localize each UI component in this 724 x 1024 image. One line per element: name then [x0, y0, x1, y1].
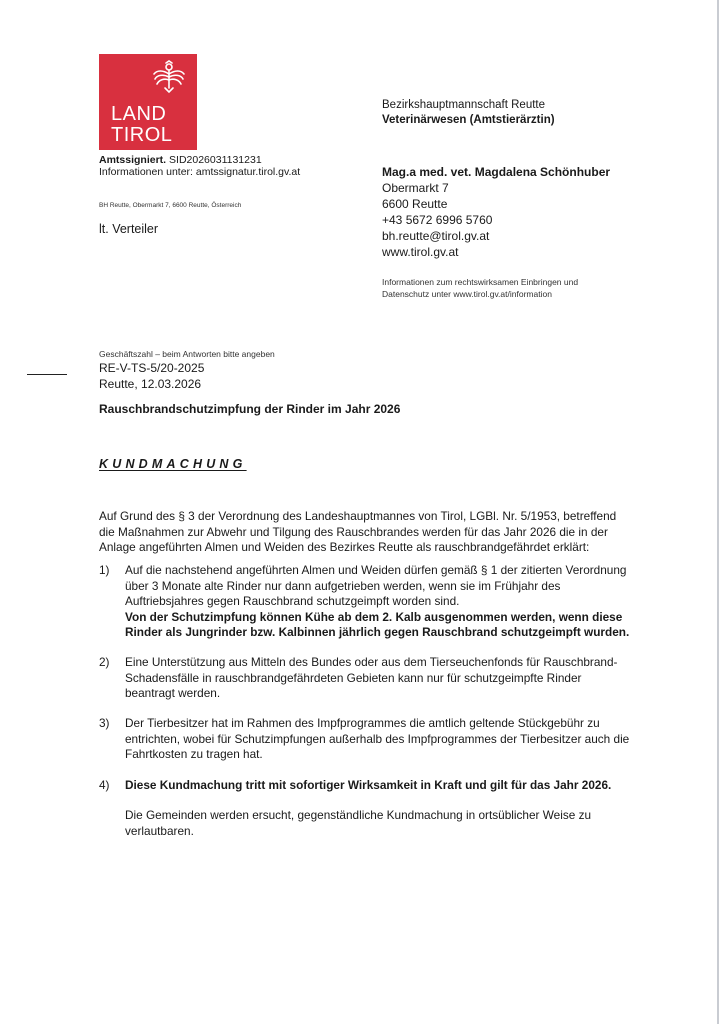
authority-header — [382, 98, 555, 128]
list-item — [99, 716, 631, 763]
closing-paragraph: Die Gemeinden werden ersucht, gegenständliche Kundmachung in ortsüblicher Weise zu verlautbaren. — [125, 808, 592, 838]
signature-id: SID2026031131231 — [169, 154, 262, 166]
contact-email: bh.reutte@tirol.gv.at — [382, 229, 490, 243]
logo-line-tirol: TIROL — [111, 124, 173, 146]
land-tirol-logo — [99, 54, 197, 150]
contact-person: Mag.a med. vet. Magdalena Schönhuber — [382, 165, 611, 179]
list-item-text: Auf die nachstehend angeführten Almen und Weiden dürfen gemäß § 1 der zitierten Verordnung über 3 Monate alte Rinder nur dann aufgetrieben werden, wenn sie im Frühjahr des Auftriebsjahres gegen Rauschbrand schutzgeimpft worden sind. — [125, 563, 627, 608]
list-item-number: 4) — [99, 778, 110, 792]
list-item — [99, 655, 631, 702]
authority-department: Veterinärwesen (Amtstierärztin) — [382, 114, 555, 126]
reference-number: RE-V-TS-5/20-2025 — [99, 361, 205, 375]
sender-line: BH Reutte, Obermarkt 7, 6600 Reutte, Österreich — [99, 202, 242, 209]
list-item-number: 2) — [99, 655, 110, 669]
logo-line-land: LAND — [111, 103, 167, 125]
list-item-number: 1) — [99, 563, 110, 577]
subject: Rauschbrandschutzimpfung der Rinder im Jahr 2026 — [99, 402, 401, 416]
legal-info — [382, 276, 578, 300]
contact-web: www.tirol.gv.at — [382, 245, 459, 259]
contact-phone: +43 5672 6996 5760 — [382, 213, 493, 227]
list-item-text: Der Tierbesitzer hat im Rahmen des Impfprogrammes die amtlich geltende Stückgebühr zu entrichten, wobei für Schutzimpfungen außerhalb des Impfprogrammes der Tierbesitzer auch die Fahrtkosten zu tragen hat. — [125, 716, 630, 761]
reference-label: Geschäftszahl – beim Antworten bitte angeben — [99, 349, 275, 359]
contact-city: 6600 Reutte — [382, 197, 448, 211]
fold-mark — [27, 374, 67, 375]
recipient: lt. Verteiler — [99, 222, 159, 236]
list-item — [99, 778, 631, 794]
official-signature-block — [99, 154, 300, 178]
contact-street: Obermarkt 7 — [382, 181, 449, 195]
list-item-number: 3) — [99, 716, 110, 730]
legal-info-line2: Datenschutz unter www.tirol.gv.at/information — [382, 289, 552, 299]
list-item-bold-text: Von der Schutzimpfung können Kühe ab dem 2. Kalb ausgenommen werden, wenn diese Rinder als Jungrinder bzw. Kalbinnen jährlich gegen Rauschbrand schutzgeimpft wurden. — [125, 609, 630, 639]
legal-info-line1: Informationen zum rechtswirksamen Einbringen und — [382, 277, 579, 287]
scan-edge-line — [717, 0, 719, 1024]
reference-block — [99, 348, 275, 392]
document-heading: KUNDMACHUNG — [99, 457, 247, 471]
contact-block — [382, 164, 610, 260]
authority-name: Bezirkshauptmannschaft Reutte — [382, 99, 546, 111]
list-item — [99, 563, 631, 641]
list-item-text: Eine Unterstützung aus Mitteln des Bundes oder aus dem Tierseuchenfonds für Rauschbrand-Schadensfälle in rauschbrandgefährdeten Gebieten kann nur für schutzgeimpfte Rinder beantragt werden. — [125, 655, 618, 700]
intro-paragraph: Auf Grund des § 3 der Verordnung des Landeshauptmannes von Tirol, LGBl. Nr. 5/1953, betreffend die Maßnahmen zur Abwehr und Tilgung des Rauschbrandes werden für das Jahr 2026 die in der Anlage angeführten Almen und Weiden des Bezirkes Reutte als rauschbrandgefährdet erklärt: — [99, 509, 617, 554]
place-date: Reutte, 12.03.2026 — [99, 377, 202, 391]
signature-info: Informationen unter: amtssignatur.tirol.gv.at — [99, 166, 301, 178]
signature-label: Amtssigniert. — [99, 154, 167, 166]
list-item-bold-text: Diese Kundmachung tritt mit sofortiger Wirksamkeit in Kraft und gilt für das Jahr 2026. — [125, 778, 612, 792]
tyrol-eagle-icon — [151, 60, 187, 96]
